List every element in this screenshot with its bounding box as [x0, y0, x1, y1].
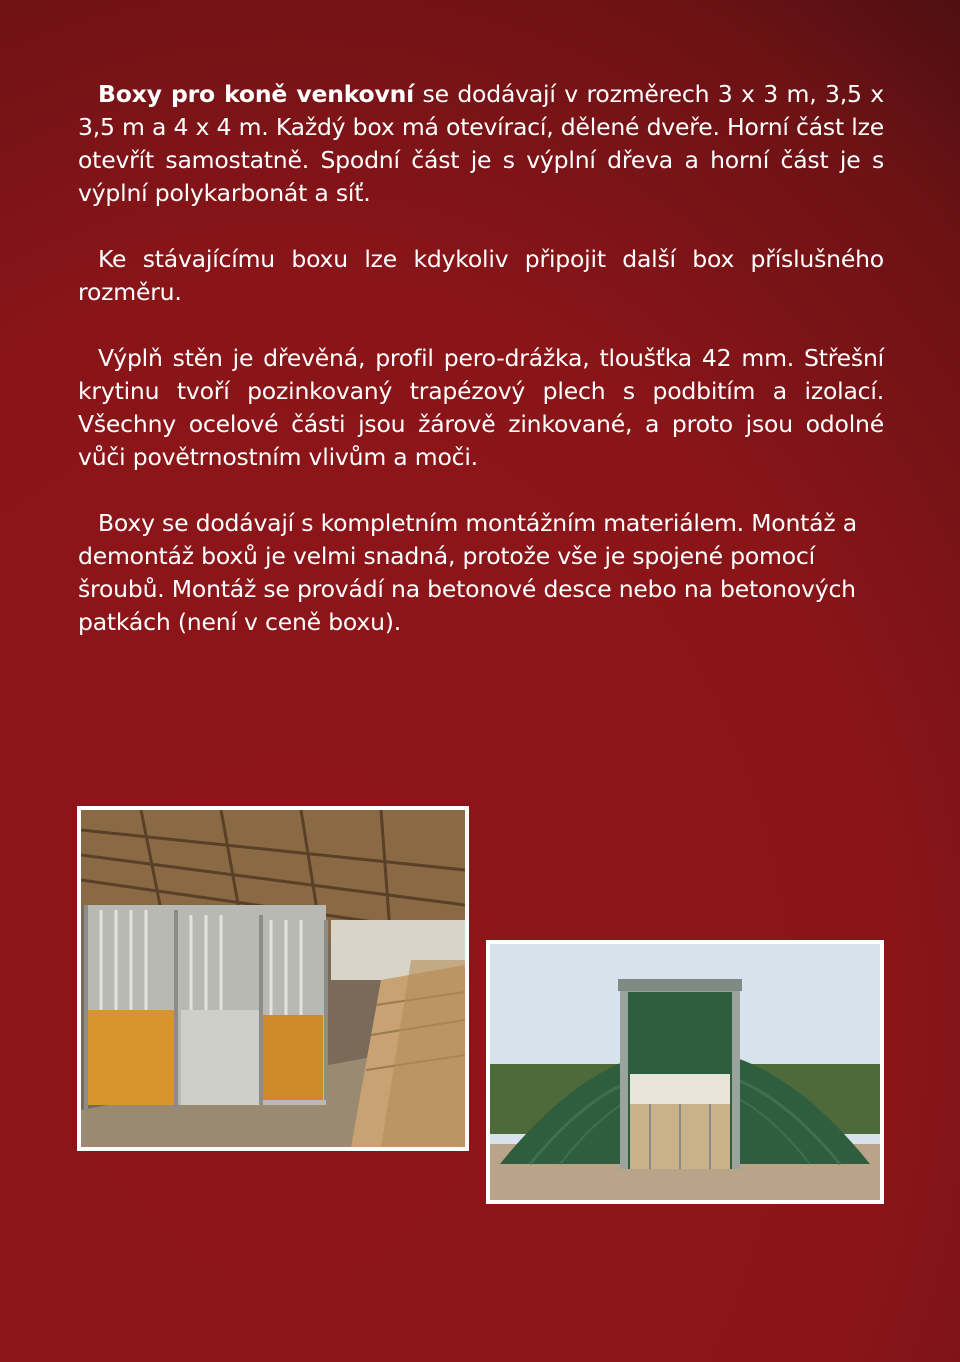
green-hall-image: [490, 944, 880, 1200]
paragraph-lead-bold: Boxy pro koně venkovní: [98, 80, 415, 108]
paragraph-rest: se dodávají v rozměrech 3 x 3 m, 3,5 x 3,5 m a 4 x 4 m. Každý box má otevírací, dělené dveře. Horní část lze otevřít samostatně. Spodní část je s výplní dřeva a horní část je s výplní polykarbonát a síť.: [78, 80, 884, 207]
paragraph-assembly: Boxy se dodávají s kompletním montážním materiálem. Montáž a demontáž boxů je velmi snadná, protože vše je spojené pomocí šroubů. Montáž se provádí na betonové desce nebo na betonových patkách (není v ceně boxu).: [78, 509, 857, 636]
paragraph-sizes: [78, 78, 884, 210]
stable-boxes-photo: [77, 806, 469, 1151]
stable-boxes-image: [81, 810, 465, 1147]
paragraph-materials: Výplň stěn je dřevěná, profil pero-drážka, tloušťka 42 mm. Střešní krytinu tvoří pozinkovaný trapézový plech s podbitím a izolací. Všechny ocelové části jsou žárově zinkované, a proto jsou odolné vůči povětrnostním vlivům a moči.: [78, 344, 884, 471]
green-hall-photo: [486, 940, 884, 1204]
paragraph-extension: Ke stávajícímu boxu lze kdykoliv připojit další box příslušného rozměru.: [78, 245, 884, 306]
text-block: [78, 78, 884, 672]
